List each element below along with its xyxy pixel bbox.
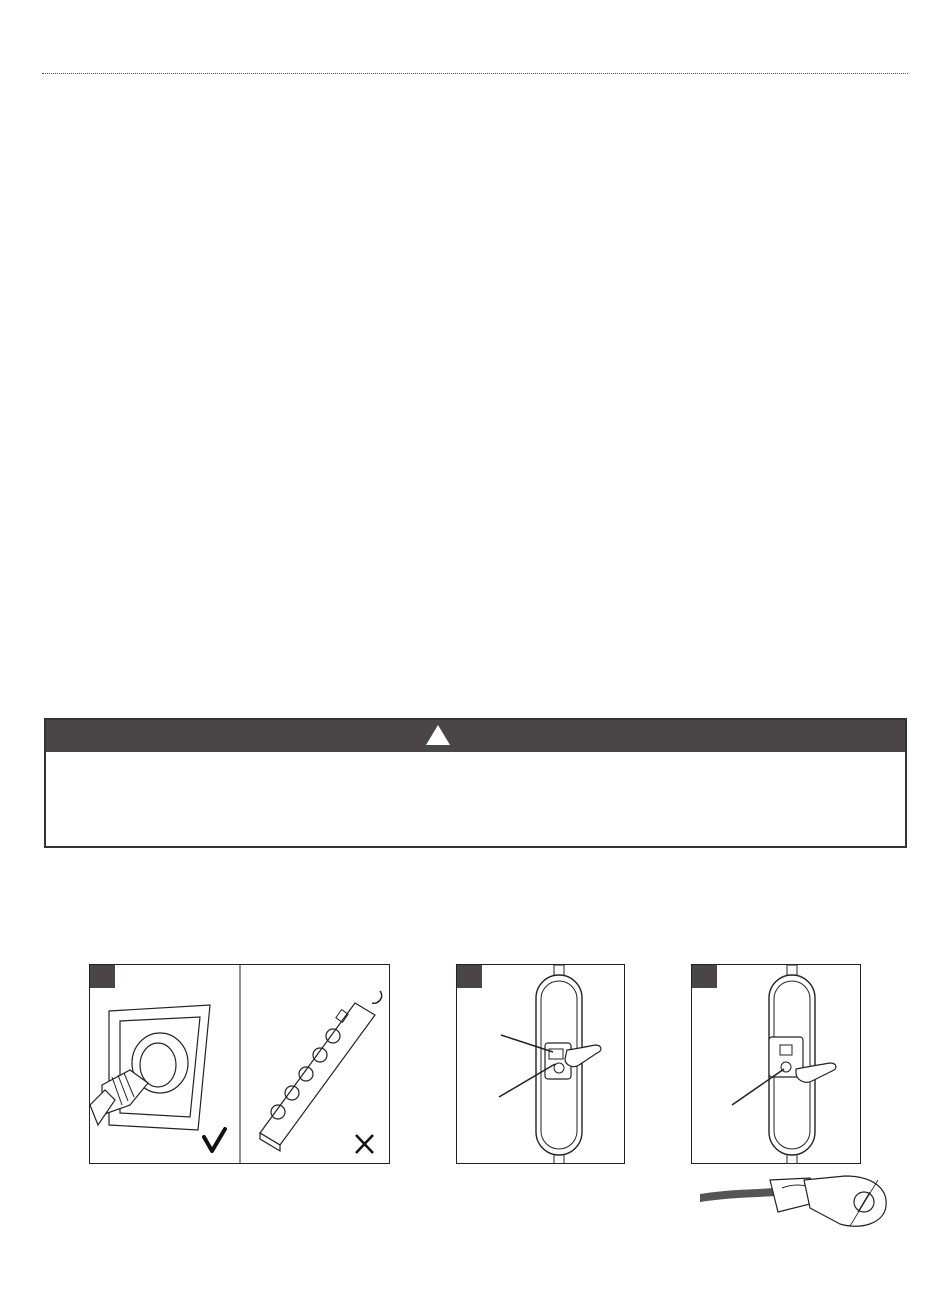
warning-header-bar: [46, 720, 905, 752]
power-strip-icon: [260, 991, 382, 1151]
check-mark-icon: [204, 1129, 225, 1151]
figure-panel-plug: [89, 964, 390, 1164]
figure-panel-cord-switch: [456, 964, 625, 1164]
ring-terminal-icon: [700, 1168, 900, 1238]
cord-switch-reset-icon: [692, 965, 861, 1164]
plug-illustration: [90, 965, 390, 1164]
header-divider: [42, 73, 908, 74]
warning-box: [44, 718, 907, 848]
warning-triangle-icon: [426, 725, 450, 745]
wall-socket-icon: [90, 1005, 210, 1130]
cross-mark-icon: [356, 1135, 373, 1153]
figure-panel-cord-switch-reset: [691, 964, 861, 1164]
cord-switch-buttons-icon: [457, 965, 625, 1164]
